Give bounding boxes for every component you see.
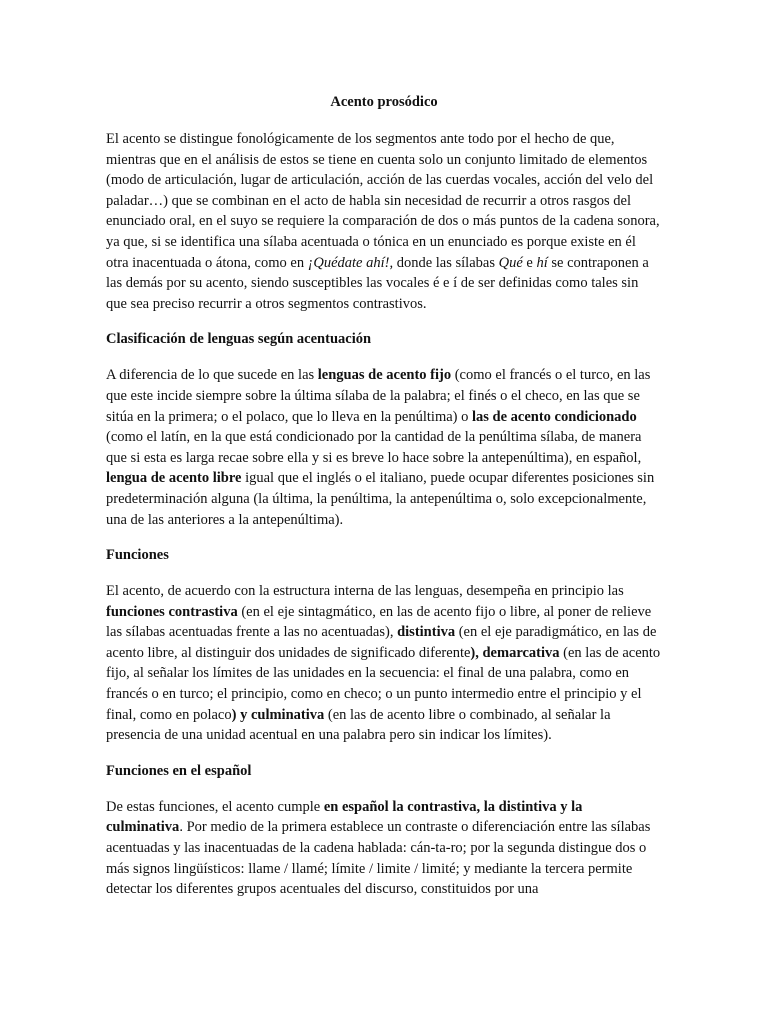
text-run: donde las sílabas: [393, 254, 499, 271]
text-run: (en las de acento libre o combinado, al señalar la presencia de una unidad acentual en una palabra pero sin indicar los límites).: [106, 706, 611, 744]
document-title: Acento prosódico: [330, 94, 438, 110]
text-run: se contraponen a las demás por su acento, siendo susceptibles las vocales é e í de ser definidas como tales sin que sea preciso recurrir a otros segmentos contrastivos.: [106, 254, 649, 312]
italic-run: ¡Quédate ahí!,: [307, 254, 394, 271]
text-run: (en el eje paradigmático, en las de acento libre, al distinguir dos unidades de significado diferente: [106, 624, 657, 661]
text-run: (en las de acento fijo, al señalar los límites de las unidades en la secuencia: el final de una palabra, como en francés o en turco; el principio, como en checo; o un punto intermedio entre el principio y el final, como en polaco: [106, 644, 661, 723]
text-run: (en el eje sintagmático, en las de acento fijo o libre, al poner de relieve las sílabas acentuadas frente a las no acentuadas),: [106, 603, 652, 641]
section-heading-clasificacion: Clasificación de lenguas según acentuación: [106, 331, 372, 348]
paragraph-funciones-espanol: [106, 797, 662, 900]
bold-run: en español la contrastiva, la distintiva y la culminativa: [106, 798, 583, 836]
paragraph-funciones: [106, 581, 662, 746]
text-run: El acento, de acuerdo con la estructura interna de las lenguas, desempeña en principio las: [106, 583, 624, 600]
bold-run: lengua de acento libre: [106, 470, 242, 487]
text-run: (como el francés o el turco, en las que este incide siempre sobre la última sílaba de la palabra; el finés o el checo, en las que se sitúa en la primera; o el polaco, que lo lleva en la penúltima) o: [106, 367, 651, 425]
section-heading-funciones: Funciones: [106, 547, 169, 564]
text-run: El acento se distingue fonológicamente de los segmentos ante todo por el hecho de que, mientras que en el análisis de estos se tiene en cuenta solo un conjunto limitado de elementos (modo de articulación, lugar de articulación, acción de las cuerdas vocales, acción del velo del paladar…) que se combinan en el acto de habla sin necesidad de recurrir a otros rasgos del enunciado oral, en el suyo se requiere la comparación de dos o más puntos de la cadena sonora, ya que, si se identifica una sílaba acentuada o tónica en un enunciado es porque existe en él otra inacentuada o átona, como en: [106, 131, 660, 271]
text-run: De estas funciones, el acento cumple: [106, 798, 324, 815]
bold-run: ), demarcativa: [470, 644, 560, 661]
italic-run: hí: [536, 254, 548, 271]
text-run: (como el latín, en la que está condicionado por la cantidad de la penúltima sílaba, de manera que si esta es larga recae sobre ella y si es breve lo hace sobre la antepenúltima), en español,: [106, 429, 642, 466]
text-run: . Por medio de la primera establece un contraste o diferenciación entre las sílabas acentuadas y las inacentuadas de la cadena hablada: cán-ta-ro; por la segunda distingue dos o más signos lingüísticos: llame / llamé; límite / limite / limité; y mediante la tercera permite detectar los diferentes grupos acentuales del discurso, constituidos por una: [106, 819, 651, 898]
text-run: A diferencia de lo que sucede en las: [106, 367, 318, 384]
italic-run: Qué: [498, 254, 523, 271]
text-run: e: [522, 254, 537, 271]
bold-run: ) y culminativa: [231, 706, 325, 723]
bold-run: funciones contrastiva: [106, 603, 238, 620]
text-run: igual que el inglés o el italiano, puede ocupar diferentes posiciones sin predeterminación alguna (la última, la penúltima, la antepenúltima o, solo excepcionalmente, una de las anteriores a la antepenúltima).: [106, 470, 655, 528]
paragraph-intro: [106, 129, 662, 314]
paragraph-clasificacion: [106, 365, 662, 530]
bold-run: las de acento condicionado: [472, 408, 637, 425]
bold-run: lenguas de acento fijo: [317, 367, 452, 384]
section-heading-funciones-espanol: Funciones en el español: [106, 762, 252, 779]
bold-run: distintiva: [397, 624, 456, 641]
